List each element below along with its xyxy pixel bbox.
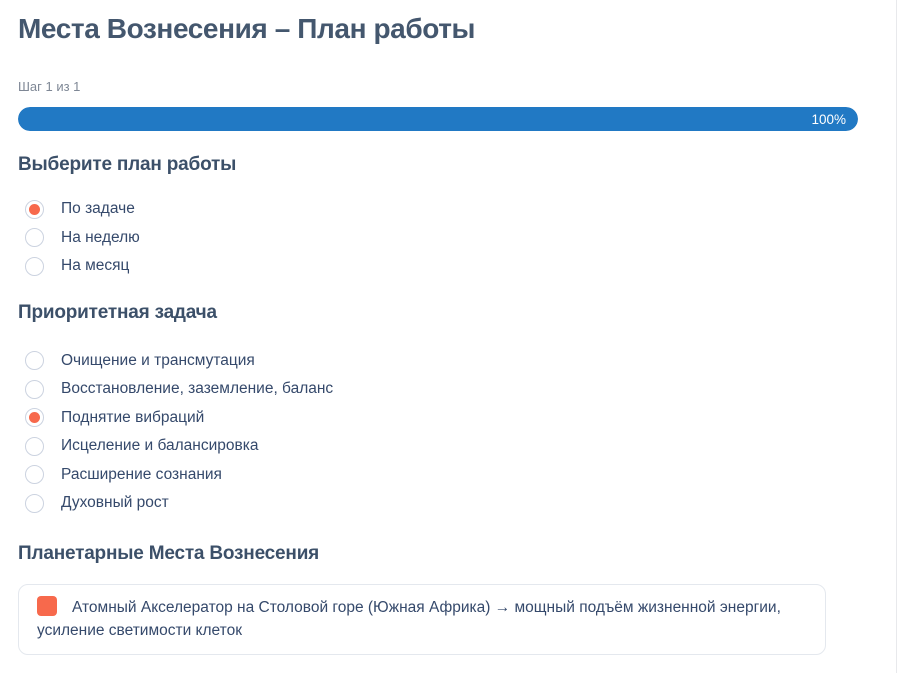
progress-bar-fill: [18, 107, 858, 131]
radio-option-label: Очищение и трансмутация: [61, 351, 255, 369]
radio-icon[interactable]: [25, 465, 44, 484]
radio-option-task-restoration[interactable]: [25, 375, 858, 404]
radio-option-label: Поднятие вибраций: [61, 408, 205, 426]
radio-icon[interactable]: [25, 228, 44, 247]
step-indicator: Шаг 1 из 1: [18, 79, 81, 94]
radio-option-task-consciousness[interactable]: [25, 461, 858, 490]
radio-dot-icon: [29, 204, 40, 215]
section-heading-places: Планетарные Места Вознесения: [18, 542, 320, 564]
radio-option-plan-week[interactable]: [25, 224, 858, 253]
section-heading-task: Приоритетная задача: [18, 301, 217, 323]
radio-option-label: Исцеление и балансировка: [61, 437, 259, 455]
radio-option-task-cleansing[interactable]: [25, 347, 858, 376]
place-card: [18, 584, 826, 655]
radio-option-plan-task[interactable]: [25, 195, 858, 224]
radio-option-label: Восстановление, заземление, баланс: [61, 380, 334, 398]
radio-icon[interactable]: [25, 351, 44, 370]
plan-radio-group: [18, 195, 858, 281]
radio-dot-icon: [29, 412, 40, 423]
radio-option-label: Духовный рост: [61, 494, 169, 512]
radio-icon[interactable]: [25, 200, 44, 219]
window-right-border: [896, 0, 897, 673]
radio-option-task-spiritual-growth[interactable]: [25, 489, 858, 518]
radio-option-label: По задаче: [61, 200, 135, 218]
radio-option-plan-month[interactable]: [25, 252, 858, 281]
task-radio-group: [18, 347, 858, 518]
radio-option-label: Расширение сознания: [61, 465, 222, 483]
radio-icon[interactable]: [25, 257, 44, 276]
progress-bar: [18, 107, 858, 131]
radio-option-task-vibrations[interactable]: [25, 404, 858, 433]
radio-icon[interactable]: [25, 494, 44, 513]
place-description: Атомный Акселератор на Столовой горе (Южная Африка) → мощный подъём жизненной энергии, усиление светимости клеток: [37, 598, 781, 639]
radio-option-label: На месяц: [61, 257, 130, 275]
progress-percent-label: 100%: [811, 111, 846, 127]
radio-icon[interactable]: [25, 408, 44, 427]
radio-option-label: На неделю: [61, 228, 140, 246]
page-title: Места Вознесения – План работы: [18, 13, 476, 44]
radio-icon[interactable]: [25, 380, 44, 399]
radio-option-task-healing[interactable]: [25, 432, 858, 461]
radio-icon[interactable]: [25, 437, 44, 456]
orange-square-icon: [37, 596, 57, 616]
section-heading-plan: Выберите план работы: [18, 154, 237, 175]
